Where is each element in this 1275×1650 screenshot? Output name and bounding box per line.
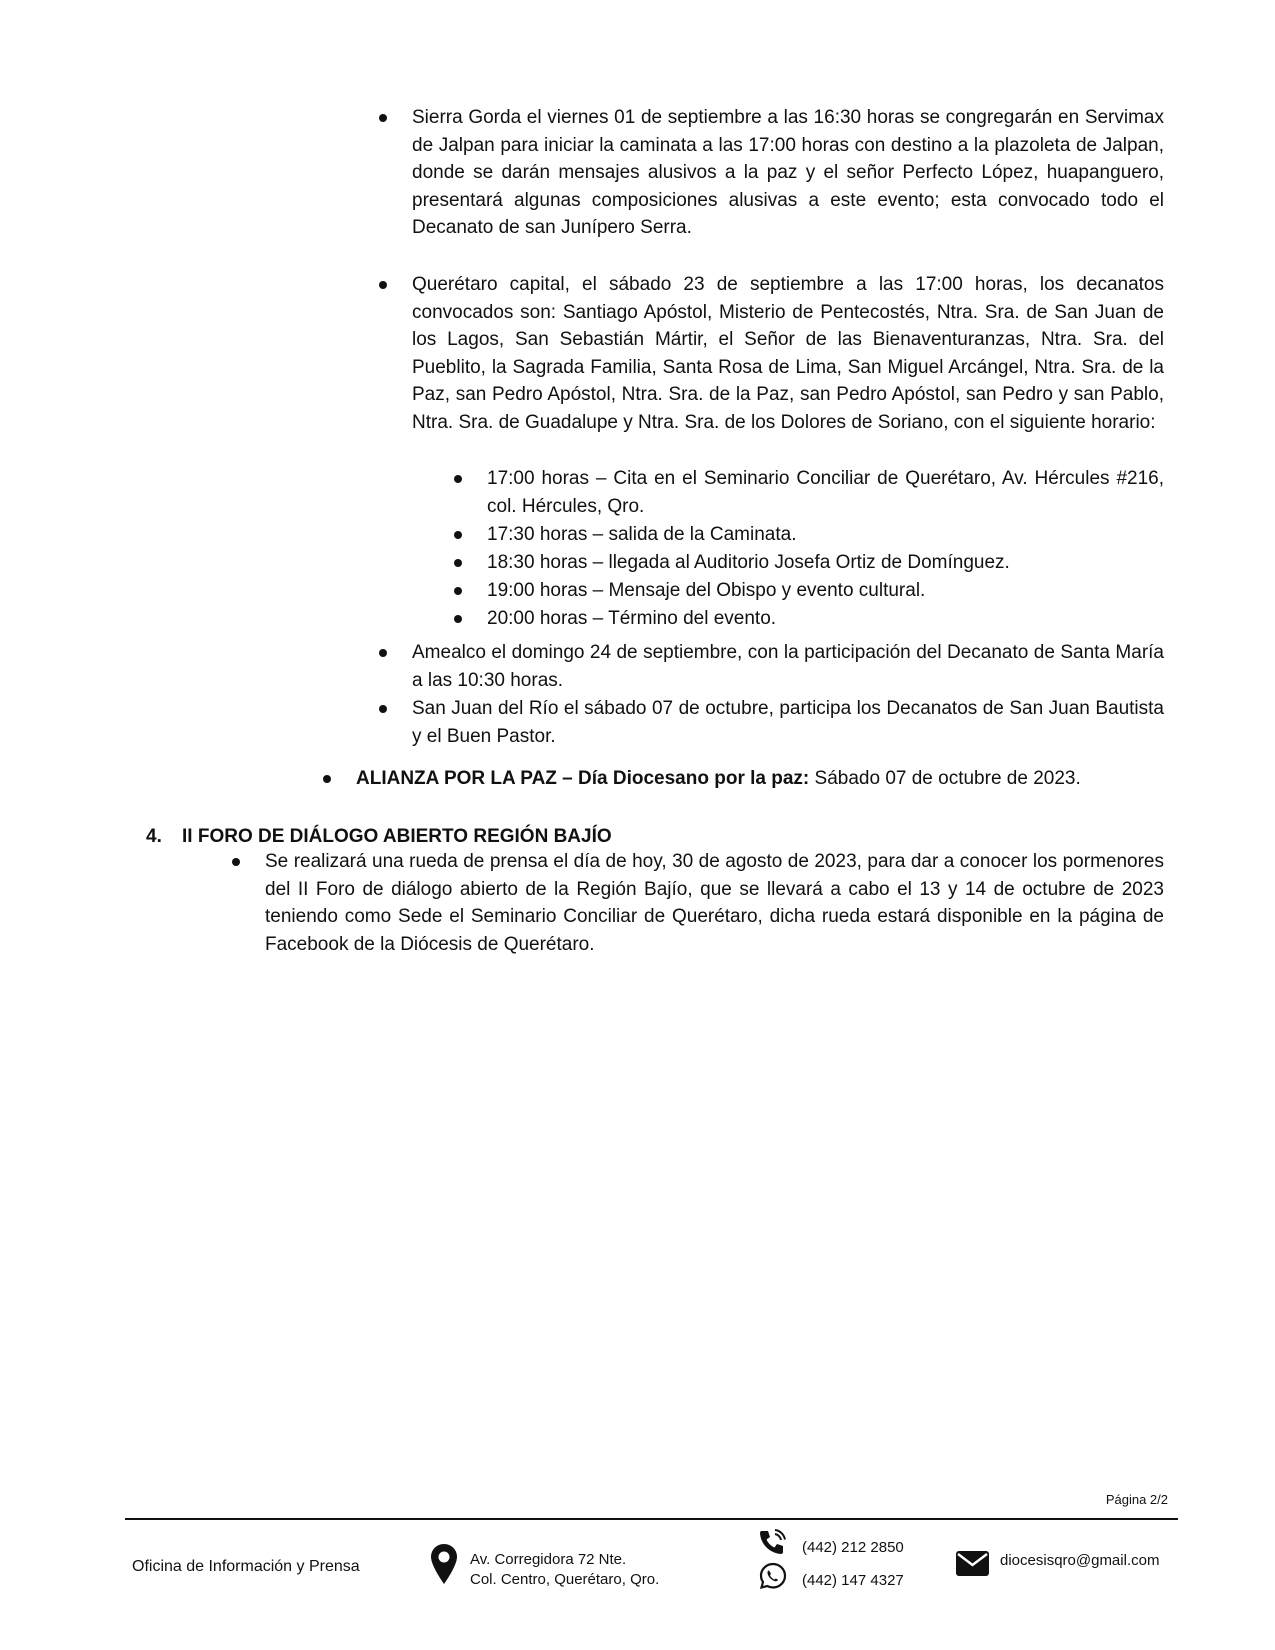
event-queretaro-capital bbox=[412, 271, 1164, 437]
footer-address bbox=[470, 1550, 659, 1590]
footer-email[interactable]: diocesisqro@gmail.com bbox=[1000, 1552, 1160, 1569]
bullet-icon bbox=[454, 475, 462, 483]
alianza-bold: ALIANZA POR LA PAZ – Día Diocesano por la paz: bbox=[356, 768, 810, 789]
schedule-item: 17:30 horas – salida de la Caminata. bbox=[487, 524, 797, 545]
event-san-juan-text: San Juan del Río el sábado 07 de octubre, participa los Decanatos de San Juan Bautista y el Buen Pastor. bbox=[412, 698, 1164, 747]
phone-icon bbox=[758, 1528, 788, 1556]
section-heading bbox=[146, 823, 612, 850]
schedule-item: 19:00 horas – Mensaje del Obispo y evento cultural. bbox=[487, 580, 926, 601]
event-san-juan bbox=[412, 695, 1164, 750]
event-queretaro-capital-text: Querétaro capital, el sábado 23 de septiembre a las 17:00 horas, los decanatos convocados son: Santiago Apóstol, Misterio de Pentecostés, Ntra. Sra. de San Juan de los Lagos, San Sebastián Mártir, el Señor de las Bienaventuranzas, Ntra. Sra. del Pueblito, la Sagrada Familia, Santa Rosa de Lima, San Miguel Arcángel, Ntra. Sra. de la Paz, san Pedro Apóstol, Ntra. Sra. de la Paz, san Pedro Apóstol, san Pedro y san Pablo, Ntra. Sra. de Guadalupe y Ntra. Sra. de los Dolores de Soriano, con el siguiente horario: bbox=[412, 274, 1164, 433]
bullet-icon bbox=[379, 114, 387, 122]
bullet-icon bbox=[454, 587, 462, 595]
schedule-item: 20:00 horas – Término del evento. bbox=[487, 608, 777, 629]
bullet-icon bbox=[454, 559, 462, 567]
alianza-line bbox=[356, 765, 1164, 793]
section-number: 4. bbox=[146, 826, 162, 847]
page-number: Página 2/2 bbox=[1105, 1492, 1168, 1507]
event-sierra-gorda-text: Sierra Gorda el viernes 01 de septiembre a las 16:30 horas se congregarán en Servimax de Jalpan para iniciar la caminata a las 17:00 horas con destino a la plazoleta de Jalpan, donde se darán mensajes alusivos a la paz y el señor Perfecto López, huapanguero, presentará algunas composiciones alusivas a este evento; esta convocado todo el Decanato de san Junípero Serra. bbox=[412, 107, 1164, 239]
bullet-icon bbox=[379, 649, 387, 657]
footer-office: Oficina de Información y Prensa bbox=[132, 1558, 360, 1575]
section-paragraph bbox=[265, 848, 1164, 958]
footer-divider bbox=[125, 1518, 1178, 1520]
section-paragraph-text: Se realizará una rueda de prensa el día de hoy, 30 de agosto de 2023, para dar a conocer los pormenores del II Foro de diálogo abierto de la Región Bajío, que se llevará a cabo el 13 y 14 de octubre de 2023 teniendo como Sede el Seminario Conciliar de Querétaro, dicha rueda estará disponible en la página de Facebook de la Diócesis de Querétaro. bbox=[265, 851, 1164, 955]
envelope-icon bbox=[956, 1551, 989, 1576]
event-amealco bbox=[412, 639, 1164, 694]
bullet-icon bbox=[454, 615, 462, 623]
schedule-item: 17:00 horas – Cita en el Seminario Conciliar de Querétaro, Av. Hércules #216, col. Hércules, Qro. bbox=[487, 468, 1164, 517]
bullet-icon bbox=[379, 281, 387, 289]
bullet-icon bbox=[323, 775, 331, 783]
whatsapp-icon bbox=[759, 1562, 787, 1590]
location-pin-icon bbox=[430, 1543, 458, 1585]
event-amealco-text: Amealco el domingo 24 de septiembre, con la participación del Decanato de Santa María a las 10:30 horas. bbox=[412, 642, 1164, 691]
address-line-1: Av. Corregidora 72 Nte. bbox=[470, 1551, 627, 1568]
bullet-icon bbox=[379, 705, 387, 713]
alianza-date: Sábado 07 de octubre de 2023. bbox=[809, 768, 1081, 789]
address-line-2: Col. Centro, Querétaro, Qro. bbox=[470, 1571, 660, 1588]
footer-phone: (442) 212 2850 bbox=[802, 1539, 904, 1556]
event-sierra-gorda bbox=[412, 104, 1164, 242]
bullet-icon bbox=[232, 858, 240, 866]
footer-whatsapp: (442) 147 4327 bbox=[802, 1572, 904, 1589]
schedule-item: 18:30 horas – llegada al Auditorio Josefa Ortiz de Domínguez. bbox=[487, 552, 1010, 573]
section-title: II FORO DE DIÁLOGO ABIERTO REGIÓN BAJÍO bbox=[182, 826, 612, 847]
bullet-icon bbox=[454, 531, 462, 539]
